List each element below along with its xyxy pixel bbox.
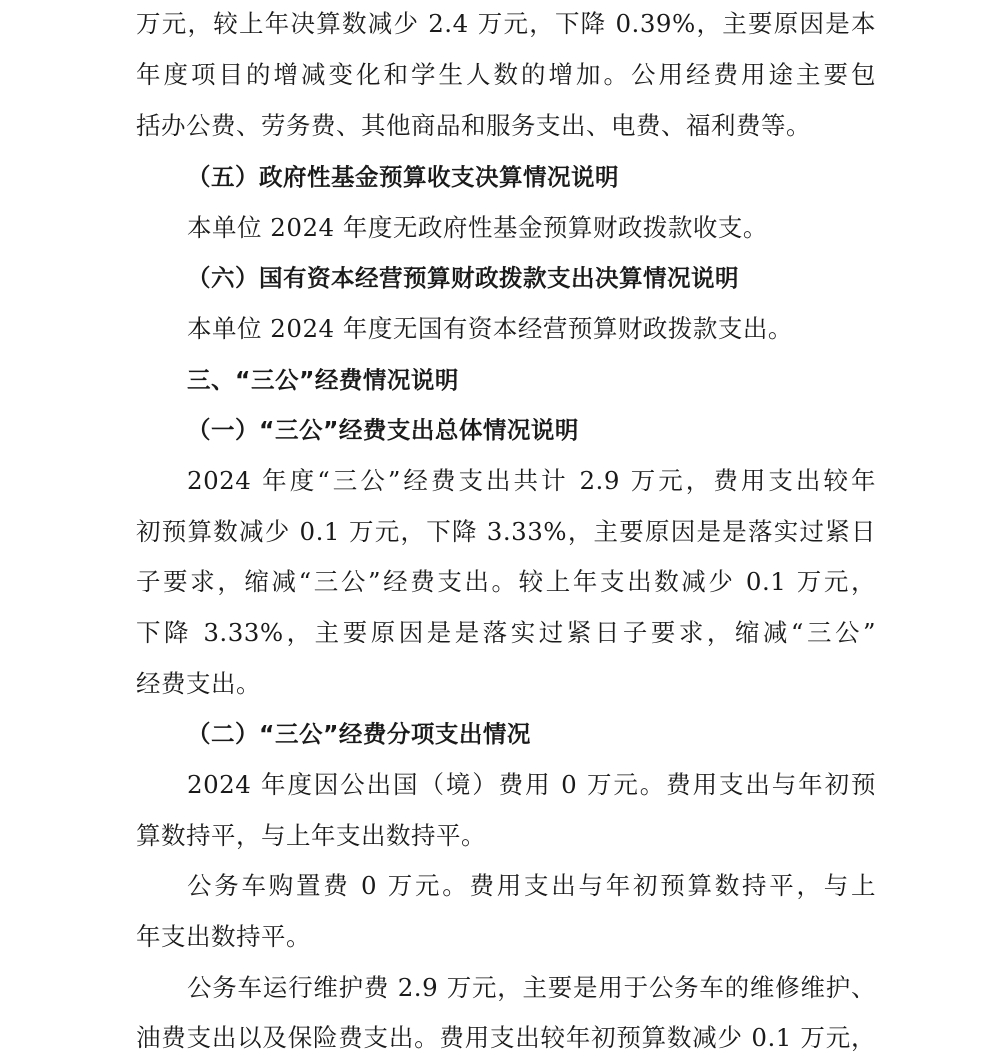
paragraph-line: 公务车运行维护费 2.9 万元，主要是用于公务车的维修维护、	[187, 973, 876, 1002]
paragraph-line: 算数持平，与上年支出数持平。	[136, 821, 486, 850]
paragraph-line: 下降 3.33%，主要原因是是落实过紧日子要求，缩减“三公”	[136, 618, 876, 647]
section-heading-2: （二）“三公”经费分项支出情况	[187, 720, 531, 748]
paragraph-line: 本单位 2024 年度无国有资本经营预算财政拨款支出。	[187, 314, 793, 343]
paragraph-line: 子要求，缩减“三公”经费支出。较上年支出数减少 0.1 万元，	[136, 567, 876, 596]
paragraph-line: 本单位 2024 年度无政府性基金预算财政拨款收支。	[187, 213, 768, 242]
chapter-heading-3: 三、“三公”经费情况说明	[187, 366, 459, 394]
paragraph-line: 初预算数减少 0.1 万元，下降 3.33%，主要原因是是落实过紧日	[136, 517, 876, 546]
section-heading-5: （五）政府性基金预算收支决算情况说明	[187, 163, 619, 191]
section-heading-6: （六）国有资本经营预算财政拨款支出决算情况说明	[187, 264, 739, 292]
paragraph-line: 2024 年度“三公”经费支出共计 2.9 万元，费用支出较年	[187, 466, 876, 495]
paragraph-line: 括办公费、劳务费、其他商品和服务支出、电费、福利费等。	[136, 111, 811, 140]
section-heading-1: （一）“三公”经费支出总体情况说明	[187, 416, 579, 444]
paragraph-line: 万元，较上年决算数减少 2.4 万元，下降 0.39%，主要原因是本	[136, 9, 876, 38]
paragraph-line: 2024 年度因公出国（境）费用 0 万元。费用支出与年初预	[187, 770, 876, 799]
paragraph-line: 年度项目的增减变化和学生人数的增加。公用经费用途主要包	[136, 60, 876, 89]
paragraph-line: 公务车购置费 0 万元。费用支出与年初预算数持平，与上	[187, 871, 876, 900]
paragraph-line: 年支出数持平。	[136, 922, 311, 951]
paragraph-line: 油费支出以及保险费支出。费用支出较年初预算数减少 0.1 万元，	[136, 1023, 876, 1052]
paragraph-line: 经费支出。	[136, 669, 261, 698]
